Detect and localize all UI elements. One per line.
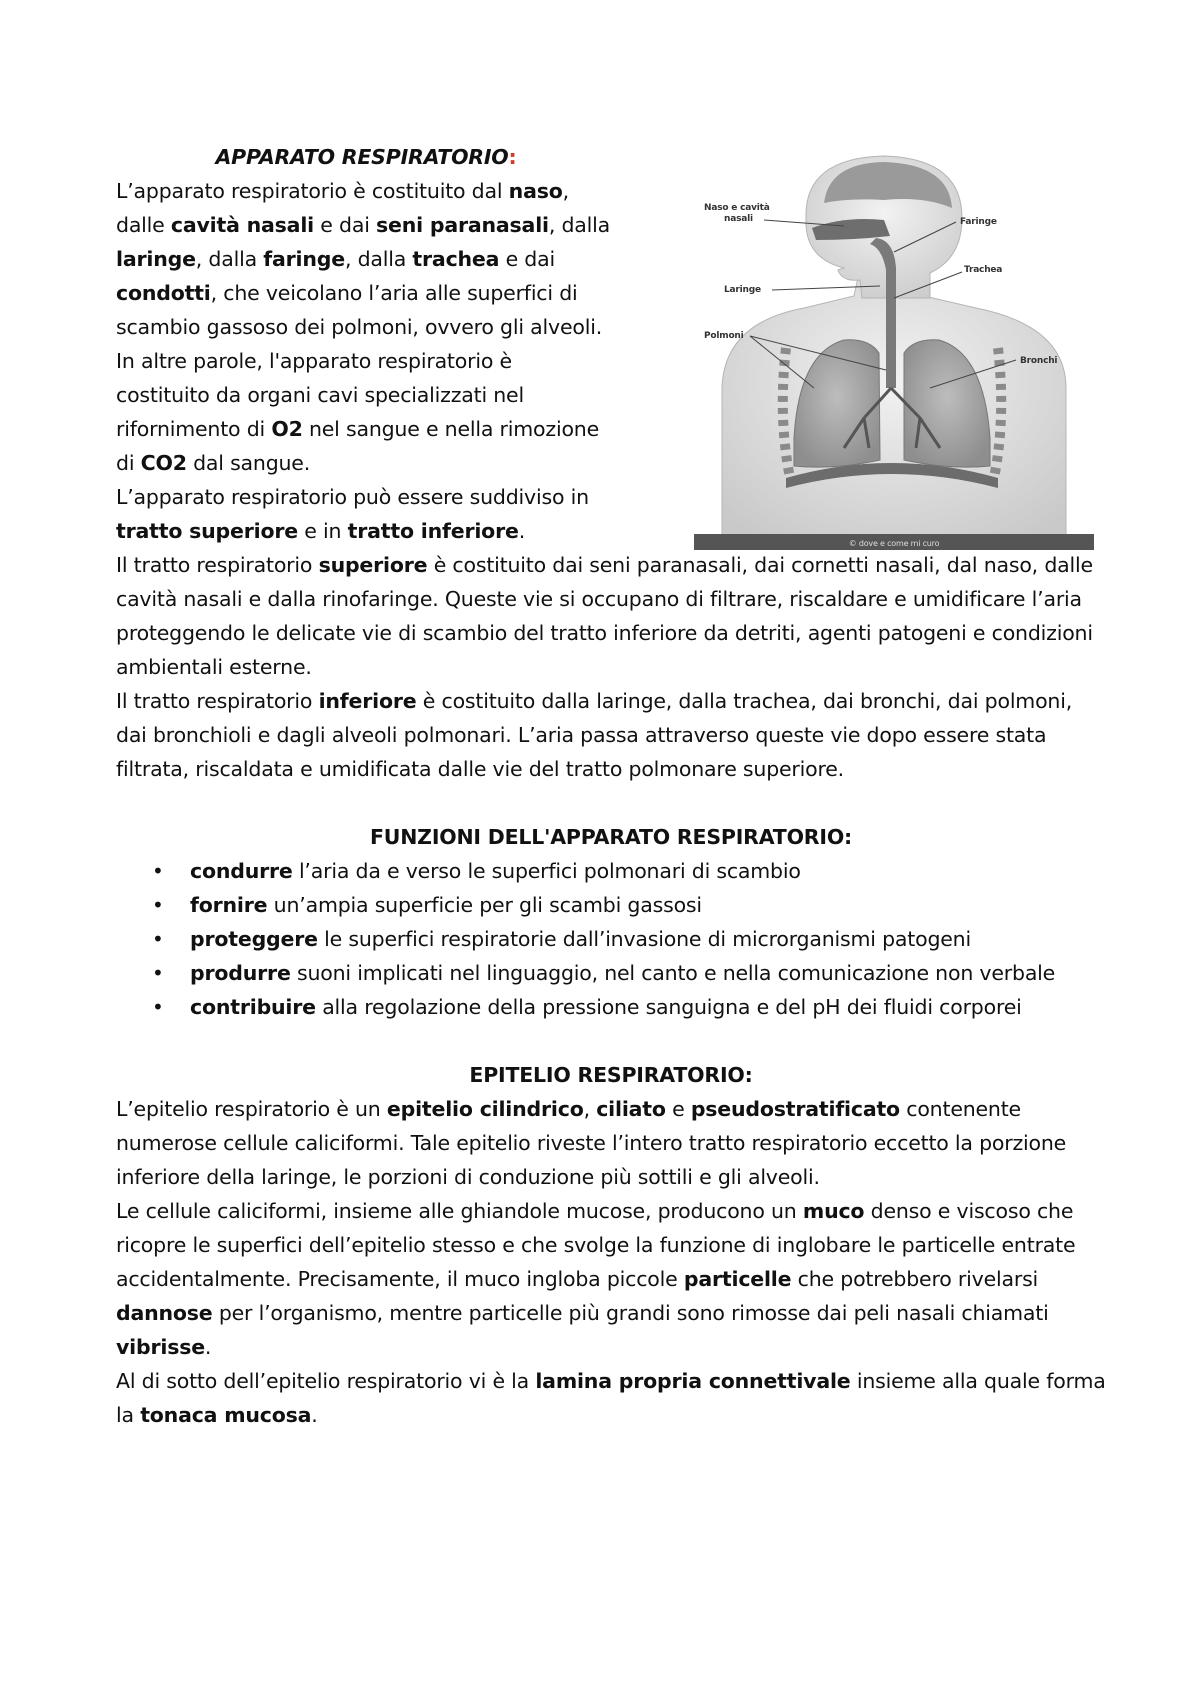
bold-term: produrre: [190, 961, 291, 985]
bold-term: laringe: [116, 247, 196, 271]
bold-term: proteggere: [190, 927, 318, 951]
epitelio-section: [116, 1092, 1106, 1432]
bold-term: particelle: [683, 1267, 792, 1291]
bold-term: condotti: [116, 281, 211, 305]
bold-term: ciliato: [596, 1097, 666, 1121]
bold-term: dannose: [116, 1301, 213, 1325]
section-title-epitelio: EPITELIO RESPIRATORIO:: [469, 1063, 753, 1087]
label-bronchi: Bronchi: [1020, 356, 1058, 366]
bold-term: condurre: [190, 859, 293, 883]
list-item: • fornire un’ampia superficie per gli scambi gassosi: [190, 888, 1106, 922]
funzioni-list: [116, 854, 1106, 1024]
title-text: APPARATO RESPIRATORIO: [215, 145, 509, 169]
section-title-apparato: [116, 140, 616, 174]
epitelio-paragraph: L’epitelio respiratorio è un epitelio cilindrico, ciliato e pseudostratificato contenente numerose cellule caliciformi. Tale epitelio riveste l’intero tratto respiratorio eccetto la porzione inferiore della laringe, le porzioni di conduzione più sottili e gli alveoli.: [116, 1097, 1067, 1189]
label-polmoni: Polmoni: [704, 331, 744, 341]
bold-term: tratto inferiore: [347, 519, 519, 543]
intro-paragraph: L’apparato respiratorio è costituito dal naso, dalle cavità nasali e dai seni paranasali, dalla laringe, dalla faringe, dalla trachea e dai condotti, che veicolano l’aria alle superfici di scambio gassoso dei polmoni, ovvero gli alveoli. In altre parole, l'apparato respiratorio è costituito da organi cavi specializzati nel rifornimento di O2 nel sangue e nella rimozione di CO2 dal sangue. L’apparato respiratorio può essere suddiviso in tratto superiore e in tratto inferiore.: [116, 179, 611, 543]
title-colon: :: [508, 145, 517, 169]
bold-term: seni paranasali: [376, 213, 549, 237]
label-faringe: Faringe: [960, 217, 997, 227]
bold-term: fornire: [190, 893, 268, 917]
bold-term: tratto superiore: [116, 519, 298, 543]
bold-term: inferiore: [318, 689, 417, 713]
bold-term: trachea: [412, 247, 500, 271]
document-page: [116, 140, 1106, 1432]
paragraph-tratto-inferiore: Il tratto respiratorio inferiore è costituito dalla laringe, dalla trachea, dai bronchi, dai polmoni, dai bronchioli e dagli alveoli polmonari. L’aria passa attraverso queste vie dopo essere stata filtrata, riscaldata e umidificata dalle vie del tratto polmonare superiore.: [116, 689, 1073, 781]
list-item: • produrre suoni implicati nel linguaggio, nel canto e nella comunicazione non verbale: [190, 956, 1106, 990]
bold-term: CO2: [140, 451, 187, 475]
watermark-text: © dove e come mi curo: [848, 539, 940, 548]
bold-term: pseudostratificato: [690, 1097, 900, 1121]
respiratory-system-figure: [694, 148, 1094, 550]
list-item: • proteggere le superfici respiratorie dall’invasione di microrganismi patogeni: [190, 922, 1106, 956]
bold-term: muco: [802, 1199, 865, 1223]
label-trachea: Trachea: [964, 265, 1003, 275]
bold-term: cavità nasali: [170, 213, 314, 237]
bold-term: contribuire: [190, 995, 316, 1019]
spacer: [116, 786, 1106, 820]
bold-term: lamina propria connettivale: [535, 1369, 851, 1393]
bold-term: tonaca mucosa: [140, 1403, 312, 1427]
label-naso: Naso e cavità nasali: [704, 203, 770, 224]
bold-term: O2: [271, 417, 303, 441]
bold-term: faringe: [263, 247, 345, 271]
section-title-funzioni: FUNZIONI DELL'APPARATO RESPIRATORIO:: [369, 825, 853, 849]
paragraph-tratto-superiore: Il tratto respiratorio superiore è costituito dai seni paranasali, dai cornetti nasali, dal naso, dalle cavità nasali e dalla rinofaringe. Queste vie si occupano di filtrare, riscaldare e umidificare l’aria proteggendo le delicate vie di scambio del tratto inferiore da detriti, agenti patogeni e condizioni ambientali esterne.: [116, 553, 1093, 679]
epitelio-paragraph: Al di sotto dell’epitelio respiratorio vi è la lamina propria connettivale insieme alla quale forma la tonaca mucosa.: [116, 1369, 1106, 1427]
bold-term: vibrisse: [116, 1335, 205, 1359]
spacer: [116, 1024, 1106, 1058]
list-item: • condurre l’aria da e verso le superfici polmonari di scambio: [190, 854, 1106, 888]
intro-section: [116, 140, 1106, 786]
bold-term: superiore: [318, 553, 428, 577]
label-laringe: Laringe: [724, 285, 761, 295]
bold-term: naso: [508, 179, 563, 203]
bold-term: epitelio cilindrico: [386, 1097, 584, 1121]
epitelio-paragraph: Le cellule caliciformi, insieme alle ghiandole mucose, producono un muco denso e viscoso che ricopre le superfici dell’epitelio stesso e che svolge la funzione di inglobare le particelle entrate accidentalmente. Precisamente, il muco ingloba piccole particelle che potrebbero rivelarsi dannose per l’organismo, mentre particelle più grandi sono rimosse dai peli nasali chiamati vibrisse.: [116, 1199, 1076, 1359]
list-item: • contribuire alla regolazione della pressione sanguigna e del pH dei fluidi corporei: [190, 990, 1106, 1024]
